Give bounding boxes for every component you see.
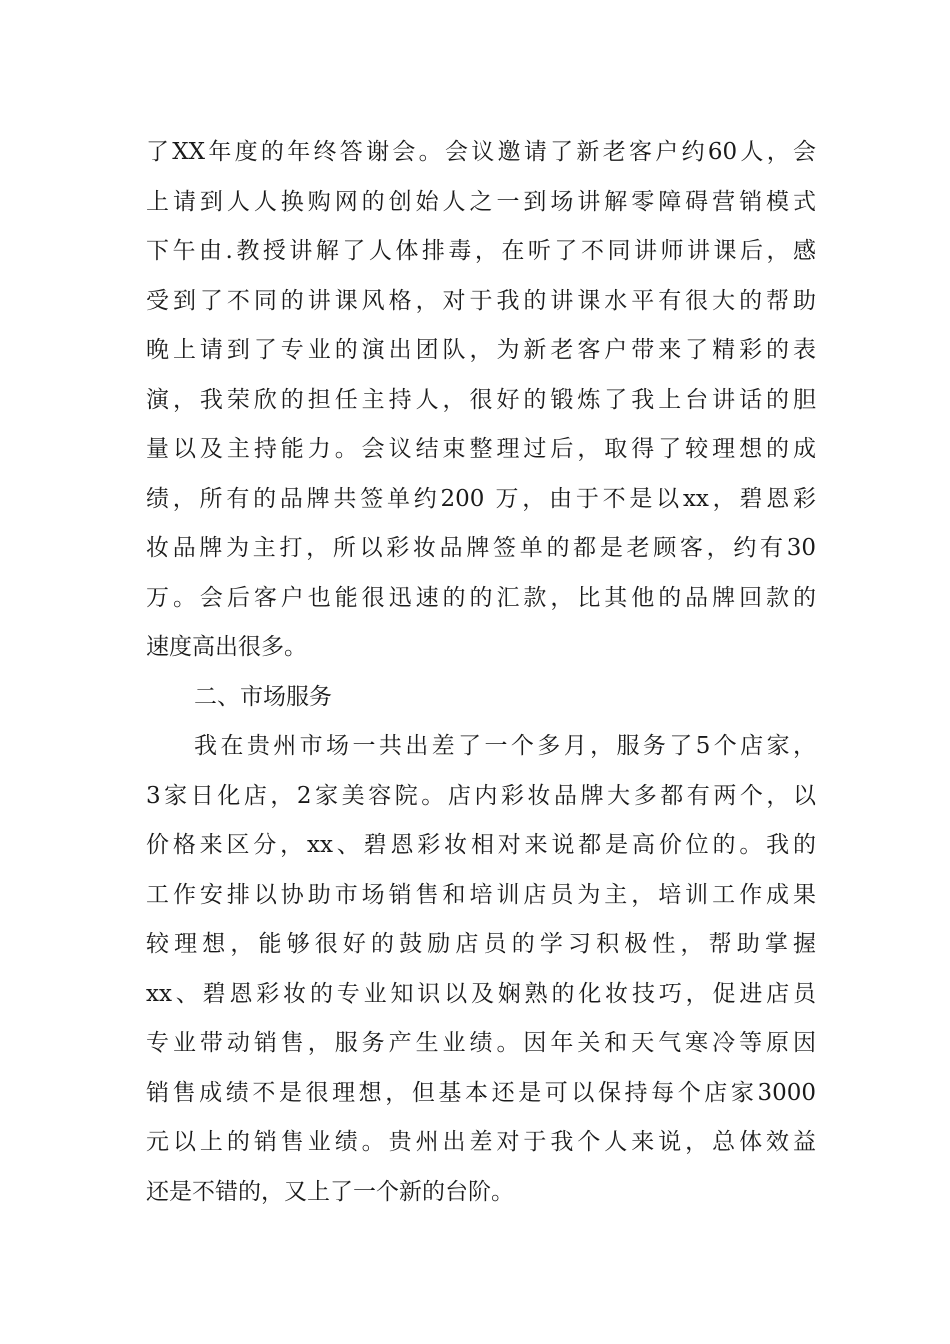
text-line: 工作安排以协助市场销售和培训店员为主，培训工作成果 [146,881,816,908]
text-line: 还是不错的，又上了一个新的台阶。 [146,1178,514,1205]
text-line: 量以及主持能力。会议结束整理过后，取得了较理想的成 [146,436,816,462]
text-line: 我在贵州市场一共出差了一个多月，服务了5个店家， [194,733,816,759]
text-line: 专业带动销售，服务产生业绩。因年关和天气寒冷等原因 [146,1030,816,1056]
text-line: 万。会后客户也能很迅速的的汇款，比其他的品牌回款的 [146,584,816,611]
text-line: 较理想，能够很好的鼓励店员的学习积极性，帮助掌握 [146,931,816,957]
text-line: 3家日化店，2家美容院。店内彩妆品牌大多都有两个，以 [146,782,816,809]
text-line: 了XX年度的年终答谢会。会议邀请了新老客户约60人，会 [146,139,816,165]
text-line: xx、碧恩彩妆的专业知识以及娴熟的化妆技巧，促进店员 [146,980,816,1007]
document-body [146,128,816,1217]
text-line: 晚上请到了专业的演出团队，为新老客户带来了精彩的表 [146,337,816,363]
section-heading: 二、市场服务 [194,683,332,710]
text-line: 演，我荣欣的担任主持人，很好的锻炼了我上台讲话的胆 [146,386,816,413]
text-line: 妆品牌为主打，所以彩妆品牌签单的都是老顾客，约有30 [146,535,816,561]
text-line: 下午由.教授讲解了人体排毒，在听了不同讲师讲课后，感 [146,238,816,264]
text-line: 元以上的销售业绩。贵州出差对于我个人来说，总体效益 [146,1129,816,1155]
text-line: 受到了不同的讲课风格，对于我的讲课水平有很大的帮助 [146,287,816,314]
text-line: 上请到人人换购网的创始人之一到场讲解零障碍营销模式 [146,188,816,215]
text-line: 绩，所有的品牌共签单约200 万，由于不是以xx，碧恩彩 [146,485,816,512]
text-line: 销售成绩不是很理想，但基本还是可以保持每个店家3000 [146,1079,816,1106]
text-line: 速度高出很多。 [146,634,307,660]
text-line: 价格来区分，xx、碧恩彩妆相对来说都是高价位的。我的 [146,832,816,858]
